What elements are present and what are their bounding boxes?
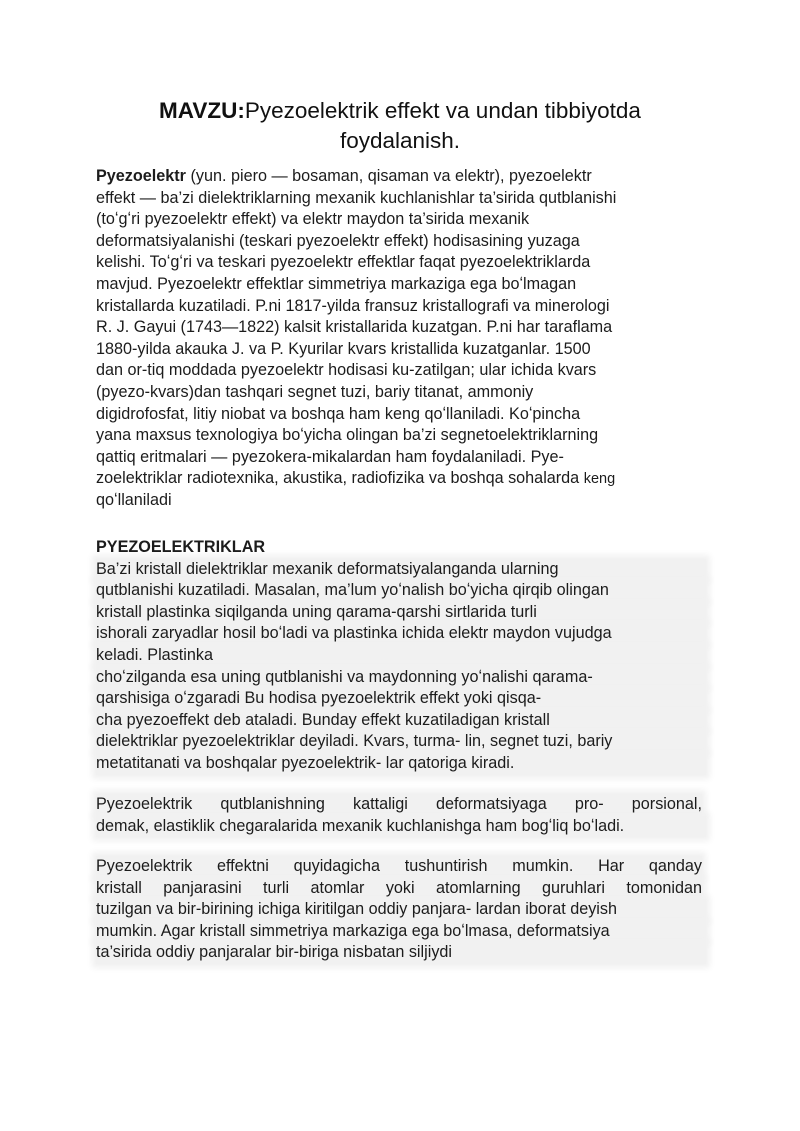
- paragraph-line: cha pyezoeffekt deb ataladi. Bunday effekt kuzatiladigan kristall: [96, 710, 706, 732]
- paragraph-line: choʻzilganda esa uning qutblanishi va maydonning yoʻnalishi qarama-: [96, 667, 706, 689]
- small-word: keng: [583, 471, 616, 488]
- section-piezoelectrics: [96, 537, 706, 775]
- paragraph-line: tuzilgan va bir-birining ichiga kiritilgan oddiy panjara- lardan iborat deyish: [96, 899, 706, 921]
- paragraph-line: (pyezo-kvars)dan tashqari segnet tuzi, bariy titanat, ammoniy: [96, 382, 534, 401]
- paragraph-line: qattiq eritmalari — pyezokera-mikalardan ham foydalaniladi. Pye-: [96, 447, 564, 466]
- paragraph-line: dielektriklar pyezoelektriklar deyiladi. Kvars, turma- lin, segnet tuzi, bariy: [96, 731, 706, 753]
- paragraph-line: R. J. Gayui (1743—1822) kalsit kristallarida kuzatgan. P.ni har taraflama: [96, 318, 613, 337]
- paragraph-line: dan or-tiq moddada pyezoelektr hodisasi ku-zatilgan; ular ichida kvars: [96, 361, 597, 380]
- bold-term: Pyezoelektr: [96, 167, 186, 185]
- intro-paragraph: [96, 166, 706, 512]
- paragraph-line: keladi. Plastinka: [96, 645, 706, 667]
- paragraph-line: zoelektriklar radiotexnika, akustika, radiofizika va boshqa sohalarda keng: [96, 469, 616, 488]
- title-text: Pyezoelektrik effekt va undan tibbiyotda: [244, 98, 641, 123]
- paragraph-line: deformatsiyalanishi (teskari pyezoelektr effekt) hodisasining yuzaga: [96, 231, 580, 250]
- section-heading: PYEZOELEKTRIKLAR: [96, 538, 266, 556]
- title-bold-prefix: MAVZU:: [159, 98, 245, 123]
- paragraph-line: ta’sirida oddiy panjaralar bir-biriga nisbatan siljiydi: [96, 942, 706, 964]
- paragraph-line: kristall plastinka siqilganda uning qarama-qarshi sirtlarida turli: [96, 602, 706, 624]
- title-line-1: [96, 96, 704, 126]
- paragraph-line: metatitanati va boshqalar pyezoelektrik- lar qatoriga kiradi.: [96, 753, 706, 775]
- paragraph-line: mumkin. Agar kristall simmetriya markaziga ega boʻlmasa, deformatsiya: [96, 921, 706, 943]
- paragraph-line: 1880-yilda akauka J. va P. Kyurilar kvars kristallida kuzatganlar. 1500: [96, 339, 591, 358]
- paragraph-line: kristall panjarasini turli atomlar yoki atomlarning guruhlari tomonidan: [96, 878, 702, 900]
- paragraph-line: kristallarda kuzatiladi. P.ni 1817-yilda fransuz kristallografi va minerologi: [96, 296, 610, 315]
- paragraph-line: yana maxsus texnologiya boʻyicha olingan ba’zi segnetoelektriklarning: [96, 426, 599, 445]
- paragraph-line: qarshisiga oʻzgaradi Bu hodisa pyezoelektrik effekt yoki qisqa-: [96, 688, 706, 710]
- paragraph-line: mavjud. Pyezoelektr effektlar simmetriya markaziga ega boʻlmagan: [96, 274, 577, 293]
- paragraph-line: ishorali zaryadlar hosil boʻladi va plastinka ichida elektr maydon vujudga: [96, 623, 706, 645]
- paragraph-line: Pyezoelektrik qutblanishning kattaligi deformatsiyaga pro- porsional,: [96, 794, 702, 816]
- title-line-2: foydalanish.: [339, 128, 461, 153]
- paragraph-line: demak, elastiklik chegaralarida mexanik kuchlanishga ham bogʻliq boʻladi.: [96, 816, 706, 838]
- paragraph-line: qutblanishi kuzatiladi. Masalan, ma’lum yoʻnalish boʻyicha qirqib olingan: [96, 580, 706, 602]
- explanation-paragraph: [96, 856, 706, 964]
- paragraph-line: kelishi. Toʻgʻri va teskari pyezoelektr effektlar faqat pyezoelektriklarda: [96, 253, 591, 272]
- paragraph-line: digidrofosfat, litiy niobat va boshqa ham keng qoʻllaniladi. Koʻpincha: [96, 404, 581, 423]
- paragraph-line: Pyezoelektr (yun. piero — bosaman, qisaman va elektr), pyezoelektr: [96, 167, 592, 185]
- paragraph-line: Ba’zi kristall dielektriklar mexanik deformatsiyalanganda ularning: [96, 559, 706, 581]
- paragraph-line: Pyezoelektrik effektni quyidagicha tushuntirish mumkin. Har qanday: [96, 856, 702, 878]
- paragraph-line: effekt — ba’zi dielektriklarning mexanik kuchlanishlar ta’sirida qutblanishi: [96, 188, 617, 207]
- proportionality-paragraph: [96, 794, 706, 837]
- paragraph-line: qoʻllaniladi: [96, 490, 172, 509]
- paragraph-line: (toʻgʻri pyezoelektr effekt) va elektr maydon ta’sirida mexanik: [96, 210, 530, 229]
- page-title: [96, 96, 704, 156]
